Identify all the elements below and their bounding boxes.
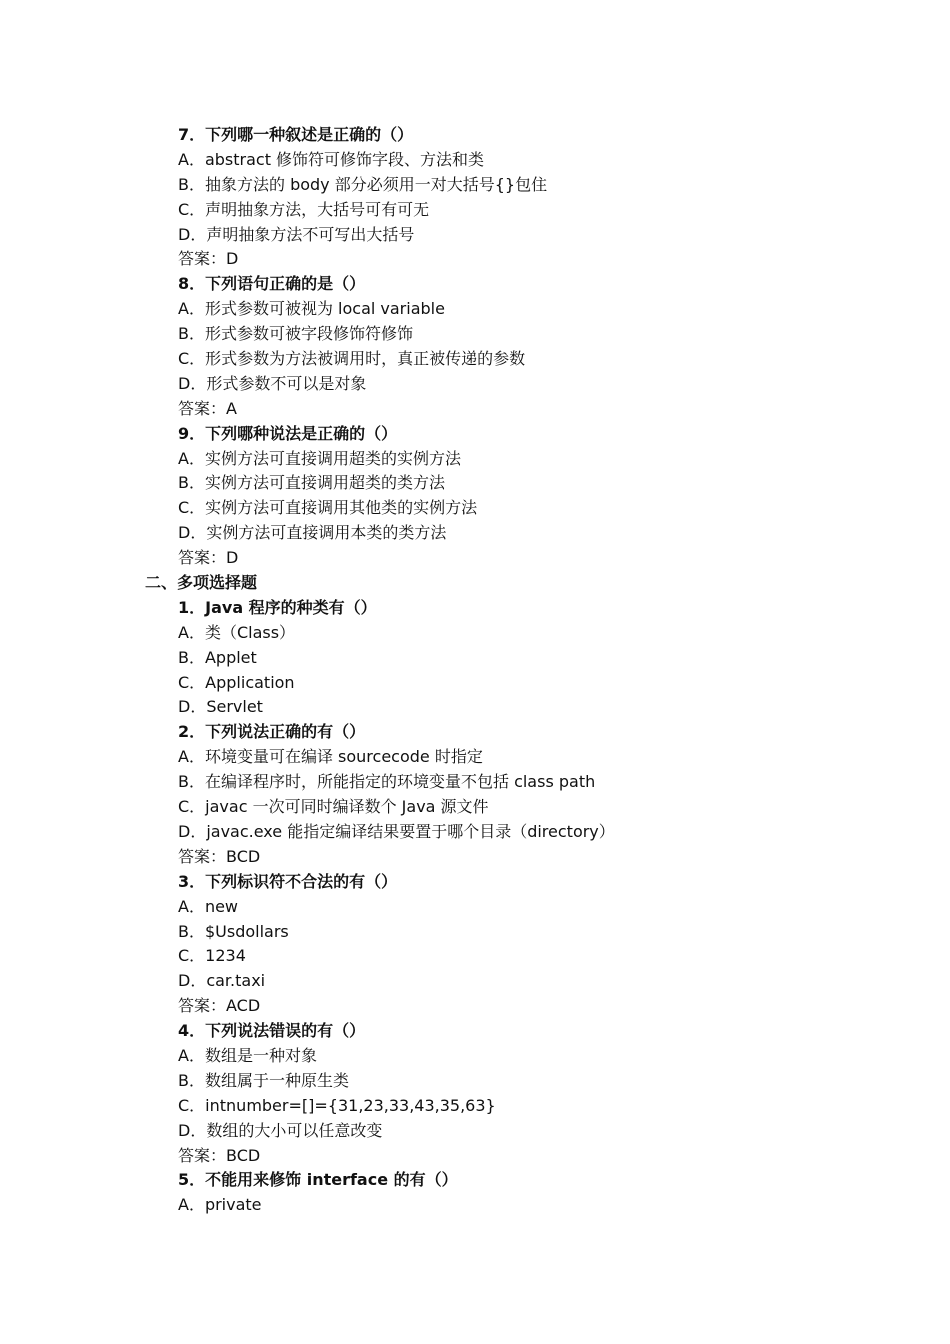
option-a: A．private <box>178 1195 262 1215</box>
option-a: A．数组是一种对象 <box>178 1045 317 1065</box>
option-b: B．实例方法可直接调用超类的类方法 <box>178 473 445 493</box>
answer: 答案：BCD <box>178 846 261 866</box>
option-b: B．在编译程序时，所能指定的环境变量不包括 class path <box>178 772 596 792</box>
option-a: A．环境变量可在编译 sourcecode 时指定 <box>178 747 483 767</box>
option-a: A．new <box>178 896 239 916</box>
question-stem: 3．下列标识符不合法的有（） <box>178 871 398 891</box>
option-c: C．形式参数为方法被调用时，真正被传递的参数 <box>178 349 526 369</box>
question-stem: 7．下列哪一种叙述是正确的（） <box>178 125 414 144</box>
document-page <box>0 123 950 1218</box>
answer: 答案：A <box>178 398 237 418</box>
option-d: D．car.taxi <box>178 971 266 991</box>
option-c: C．javac 一次可同时编译数个 Java 源文件 <box>178 797 489 817</box>
option-a: A．abstract 修饰符可修饰字段、方法和类 <box>178 149 485 169</box>
option-c: C．声明抽象方法，大括号可有可无 <box>178 199 430 219</box>
question-stem: 8．下列语句正确的是（） <box>178 274 366 294</box>
option-d: D．javac.exe 能指定编译结果要置于哪个目录（directory） <box>178 821 615 841</box>
option-b: B．数组属于一种原生类 <box>178 1070 349 1090</box>
answer: 答案：D <box>178 548 239 568</box>
question-stem: 5．不能用来修饰 interface 的有（） <box>178 1170 458 1190</box>
option-d: D．声明抽象方法不可写出大括号 <box>178 224 415 244</box>
option-a: A．实例方法可直接调用超类的实例方法 <box>178 448 461 468</box>
option-d: D．Servlet <box>178 697 263 717</box>
answer: 答案：BCD <box>178 1145 261 1165</box>
answer: 答案：ACD <box>178 996 261 1016</box>
option-b: B．Applet <box>178 647 257 667</box>
section-heading: 二、多项选择题 <box>145 573 258 593</box>
option-d: D．数组的大小可以任意改变 <box>178 1120 383 1140</box>
question-stem: 9．下列哪种说法是正确的（） <box>178 423 398 443</box>
option-c: C．实例方法可直接调用其他类的实例方法 <box>178 498 478 518</box>
option-a: A．类（Class） <box>178 622 296 642</box>
option-b: B．$Usdollars <box>178 921 289 941</box>
option-c: C．Application <box>178 672 295 692</box>
answer: 答案：D <box>178 249 239 269</box>
question-stem: 1．Java 程序的种类有（） <box>178 597 377 617</box>
question-stem: 2．下列说法正确的有（） <box>178 722 366 742</box>
option-d: D．形式参数不可以是对象 <box>178 373 367 393</box>
option-a: A．形式参数可被视为 local variable <box>178 299 445 319</box>
option-b: B．抽象方法的 body 部分必须用一对大括号{}包住 <box>178 174 548 194</box>
option-b: B．形式参数可被字段修饰符修饰 <box>178 324 413 344</box>
option-c: C．intnumber=[]={31,23,33,43,35,63} <box>178 1095 496 1115</box>
option-c: C．1234 <box>178 946 246 966</box>
question-stem: 4．下列说法错误的有（） <box>178 1021 366 1041</box>
option-d: D．实例方法可直接调用本类的类方法 <box>178 523 447 543</box>
